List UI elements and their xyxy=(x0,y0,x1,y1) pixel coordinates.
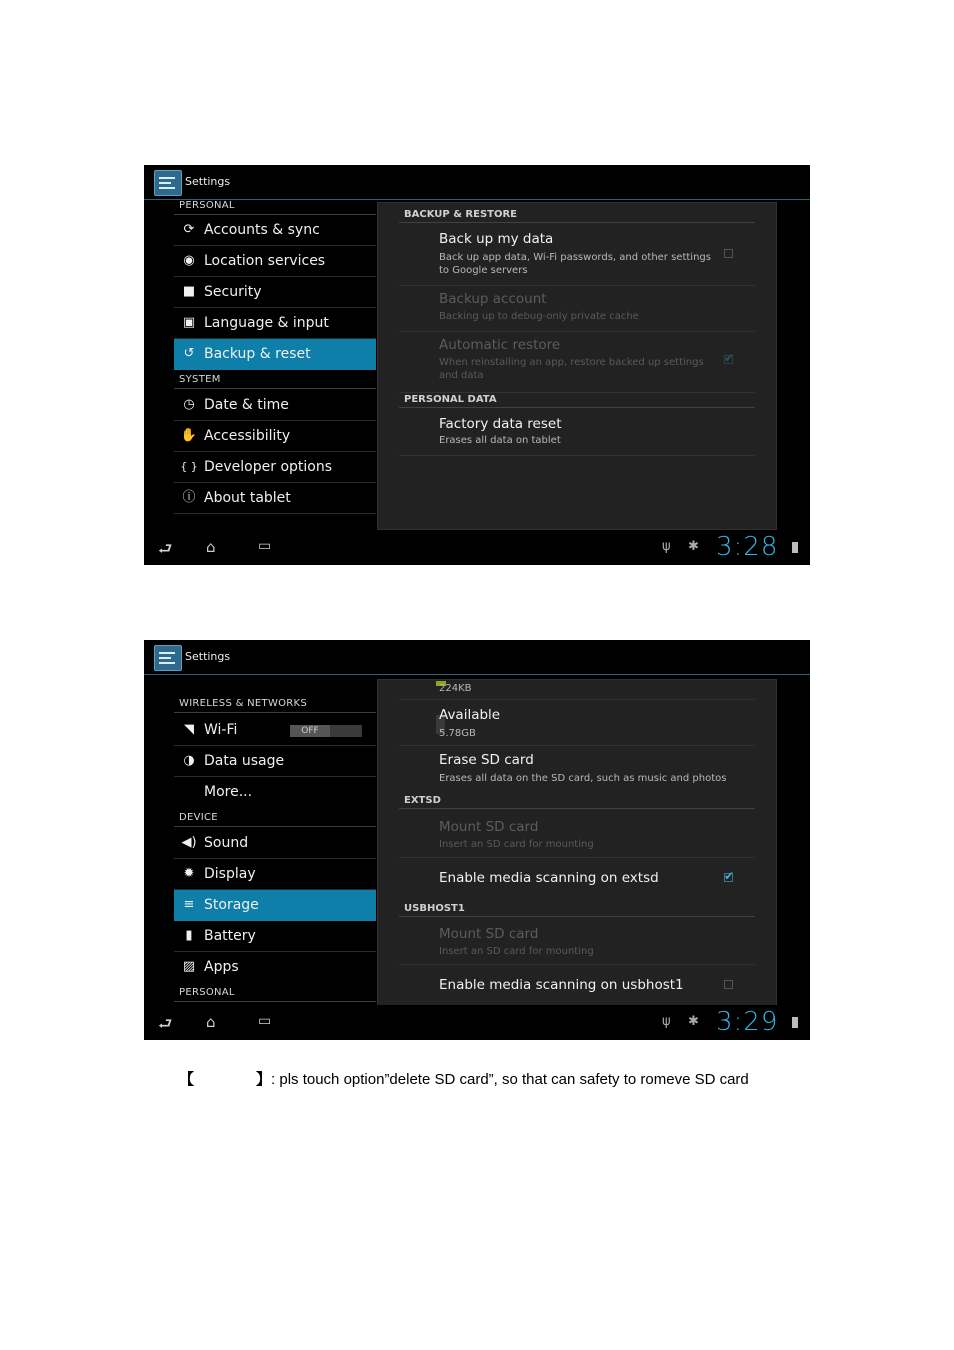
battery-icon xyxy=(792,1017,798,1028)
sidebar-item-label: Storage xyxy=(204,897,259,913)
braces-icon: { } xyxy=(180,460,198,473)
back-up-my-data-row[interactable] xyxy=(399,225,755,286)
sidebar-item-label: Location services xyxy=(204,253,326,269)
section-header-device: DEVICE xyxy=(174,811,376,827)
sidebar-item-storage[interactable] xyxy=(174,890,376,921)
sidebar-item-label: Date & time xyxy=(204,397,289,413)
app-title: Settings xyxy=(185,650,231,663)
sidebar-item-language[interactable] xyxy=(174,308,376,339)
section-header-backup-restore: BACKUP & RESTORE xyxy=(399,208,755,223)
sidebar-item-accessibility[interactable] xyxy=(174,421,376,452)
row-summary: Insert an SD card for mounting xyxy=(439,946,594,957)
automatic-restore-checkbox xyxy=(724,355,733,364)
sidebar-item-accounts-sync[interactable] xyxy=(174,215,376,246)
row-summary: Back up app data, Wi-Fi passwords, and other settings to Google servers xyxy=(439,252,711,276)
wifi-toggle[interactable] xyxy=(290,725,362,737)
wifi-icon: ◥ xyxy=(184,722,194,737)
sidebar-item-wifi[interactable] xyxy=(174,715,376,746)
erase-sd-card-row[interactable] xyxy=(399,746,755,792)
media-scanning-extsd-checkbox[interactable] xyxy=(724,873,733,882)
factory-data-reset-row[interactable] xyxy=(399,410,755,456)
clock-icon: ◷ xyxy=(183,397,195,412)
row-title: Automatic restore xyxy=(439,337,561,353)
battery-icon: ▮ xyxy=(185,928,193,943)
section-header-wireless: WIRELESS & NETWORKS xyxy=(174,697,376,713)
language-icon: ▣ xyxy=(182,315,196,330)
sidebar-item-backup-reset[interactable] xyxy=(174,339,376,370)
sidebar-item-label: About tablet xyxy=(204,490,291,506)
backup-reset-panel xyxy=(377,202,777,530)
sidebar-item-battery[interactable] xyxy=(174,921,376,952)
caption-text: : pls touch option”delete SD card”, so that can safety to romeve SD card xyxy=(271,1071,749,1088)
data-usage-icon: ◑ xyxy=(183,753,195,768)
sidebar-item-location[interactable] xyxy=(174,246,376,277)
section-header-personal-data: PERSONAL DATA xyxy=(399,393,755,408)
sidebar-item-label: Security xyxy=(204,284,262,300)
system-navigation-bar xyxy=(144,1005,810,1040)
home-icon[interactable]: ⌂ xyxy=(206,538,216,556)
back-icon[interactable]: ⮐ xyxy=(158,539,173,558)
info-icon: ⓘ xyxy=(182,490,196,505)
row-title: Back up my data xyxy=(439,231,554,247)
row-summary: Insert an SD card for mounting xyxy=(439,839,594,850)
backup-account-row xyxy=(399,286,755,332)
row-title: Backup account xyxy=(439,291,547,307)
sidebar-item-label: Language & input xyxy=(204,315,329,331)
sidebar-item-sound[interactable] xyxy=(174,828,376,859)
sidebar-item-label: Sound xyxy=(204,835,249,851)
lock-icon: ■ xyxy=(182,284,196,299)
row-summary: When reinstalling an app, restore backed up settings and data xyxy=(439,357,704,381)
recent-apps-icon[interactable]: ▭ xyxy=(258,538,272,554)
media-scanning-usbhost1-checkbox[interactable] xyxy=(724,980,733,989)
status-clock: 3:28 xyxy=(716,532,779,562)
sidebar-item-label: Apps xyxy=(204,959,239,975)
wifi-toggle-label: OFF xyxy=(290,725,330,737)
section-header-personal: PERSONAL xyxy=(174,986,376,1002)
row-summary: 5.78GB xyxy=(439,728,476,739)
sidebar-item-about-tablet[interactable] xyxy=(174,483,376,514)
storage-icon: ≡ xyxy=(183,897,195,912)
sidebar-item-label: Accounts & sync xyxy=(204,222,320,238)
sidebar-item-label: Data usage xyxy=(204,753,285,769)
row-title: Erase SD card xyxy=(439,752,534,768)
row-summary: 224KB xyxy=(439,683,472,694)
storage-panel xyxy=(377,679,777,1007)
sidebar-item-security[interactable] xyxy=(174,277,376,308)
usb-icon: ψ xyxy=(662,539,671,554)
action-bar xyxy=(144,640,810,675)
action-bar xyxy=(144,165,810,200)
settings-app-icon[interactable] xyxy=(154,170,182,196)
used-storage-row xyxy=(399,680,755,700)
sidebar-item-date-time[interactable] xyxy=(174,390,376,421)
android-debug-icon: ✱ xyxy=(688,539,699,554)
mount-usb-row xyxy=(399,919,755,965)
apps-icon: ▨ xyxy=(182,959,196,974)
settings-app-icon[interactable] xyxy=(154,645,182,671)
brightness-icon: ✹ xyxy=(183,866,195,881)
sidebar-item-label: Battery xyxy=(204,928,256,944)
open-bracket: 【 xyxy=(179,1071,195,1088)
system-navigation-bar xyxy=(144,530,810,565)
available-storage-row xyxy=(399,700,755,746)
mount-sd-card-row xyxy=(399,811,755,858)
row-title: Factory data reset xyxy=(439,416,562,432)
instruction-caption xyxy=(179,1068,749,1089)
status-clock: 3:29 xyxy=(716,1007,779,1037)
location-icon: ◉ xyxy=(183,253,195,268)
screenshot-storage xyxy=(144,640,810,1040)
sync-icon: ⟳ xyxy=(183,222,195,237)
settings-category-list xyxy=(174,674,376,1005)
section-header-usbhost1: USBHOST1 xyxy=(399,902,755,917)
media-scanning-usbhost1-row[interactable] xyxy=(399,965,755,1005)
android-debug-icon: ✱ xyxy=(688,1014,699,1029)
section-header-system: SYSTEM xyxy=(174,373,376,389)
hand-icon: ✋ xyxy=(180,428,198,443)
row-summary: Backing up to debug-only private cache xyxy=(439,311,639,322)
sidebar-item-label: Developer options xyxy=(204,459,333,475)
sidebar-item-label: More... xyxy=(204,784,253,800)
sidebar-item-apps[interactable] xyxy=(174,952,376,983)
row-title: Enable media scanning on extsd xyxy=(439,870,659,886)
sidebar-item-label: Wi-Fi xyxy=(204,722,238,738)
row-title: Mount SD card xyxy=(439,926,539,942)
back-up-checkbox[interactable] xyxy=(724,249,733,258)
automatic-restore-row xyxy=(399,332,755,393)
sidebar-item-more[interactable] xyxy=(174,777,376,808)
speaker-icon: ◀) xyxy=(181,835,197,850)
sidebar-item-label: Display xyxy=(204,866,256,882)
row-title: Mount SD card xyxy=(439,819,539,835)
sidebar-item-display[interactable] xyxy=(174,859,376,890)
section-header-extsd: EXTSD xyxy=(399,794,755,809)
home-icon[interactable]: ⌂ xyxy=(206,1013,216,1031)
row-title: Enable media scanning on usbhost1 xyxy=(439,977,684,993)
settings-category-list xyxy=(174,199,376,530)
battery-icon xyxy=(792,542,798,553)
row-summary: Erases all data on the SD card, such as music and photos xyxy=(439,773,727,784)
section-header-personal: PERSONAL xyxy=(174,199,376,215)
screenshot-backup-reset xyxy=(144,165,810,565)
media-scanning-extsd-row[interactable] xyxy=(399,858,755,900)
sidebar-item-label: Backup & reset xyxy=(204,346,311,362)
recent-apps-icon[interactable]: ▭ xyxy=(258,1013,272,1029)
usb-icon: ψ xyxy=(662,1014,671,1029)
sidebar-item-label: Accessibility xyxy=(204,428,291,444)
backup-icon: ↺ xyxy=(183,346,195,361)
app-title: Settings xyxy=(185,175,231,188)
back-icon[interactable]: ⮐ xyxy=(158,1014,173,1033)
row-summary: Erases all data on tablet xyxy=(439,435,561,446)
sidebar-item-data-usage[interactable] xyxy=(174,746,376,777)
row-title: Available xyxy=(439,707,501,723)
sidebar-item-developer-options[interactable] xyxy=(174,452,376,483)
close-bracket: 】 xyxy=(256,1071,272,1088)
